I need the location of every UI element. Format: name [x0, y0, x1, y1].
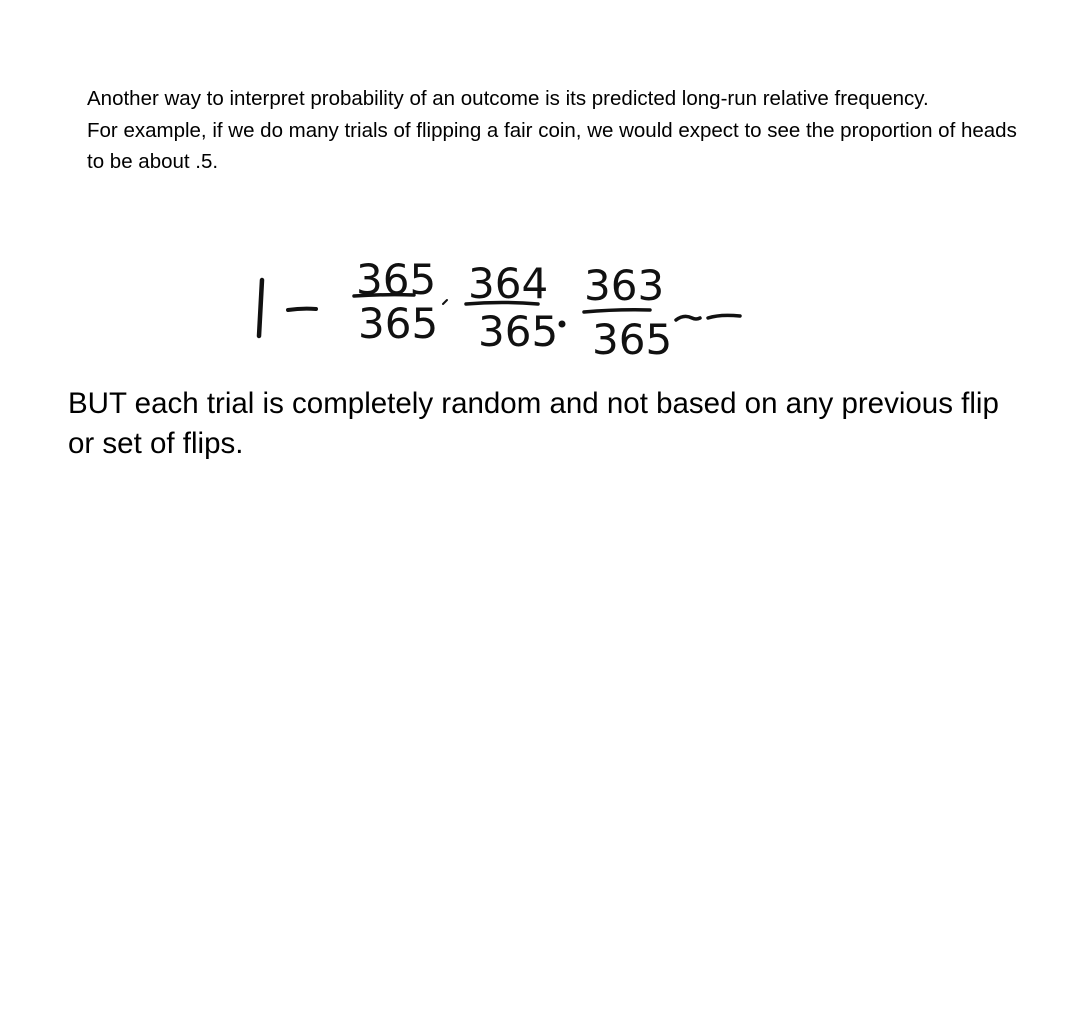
intro-line-1: Another way to interpret probability of an outcome is its predicted long-run relative frequency.	[87, 87, 929, 110]
handwritten-minus-stroke	[288, 309, 316, 310]
intro-line-2: For example, if we do many trials of flipping a fair coin, we would expect to see the proportion of heads to be about .5.	[87, 118, 1017, 173]
fraction-3-denominator: 365	[592, 315, 673, 364]
handwritten-tick	[443, 300, 447, 304]
handwritten-fraction-2	[466, 259, 558, 356]
handwritten-one-stroke	[259, 280, 262, 336]
fraction-2-denominator: 365	[478, 307, 559, 356]
handwritten-fraction-3	[584, 261, 672, 364]
fraction-1-numerator: 365	[356, 255, 437, 304]
handwritten-trailing-dash-1	[676, 316, 700, 320]
intro-text	[87, 83, 1022, 178]
handwritten-dot	[559, 321, 566, 328]
fraction-3-bar	[584, 310, 650, 312]
fraction-3-numerator: 363	[584, 261, 665, 310]
fraction-2-bar	[466, 303, 538, 305]
conclusion-text: BUT each trial is completely random and not based on any previous flip or set of flips.	[68, 387, 999, 460]
fraction-2-numerator: 364	[468, 259, 549, 308]
handwritten-trailing-dash-2	[708, 315, 740, 318]
fraction-1-bar	[354, 295, 414, 296]
fraction-1-denominator: 365	[358, 299, 439, 348]
handwritten-fraction-1	[354, 255, 438, 348]
handwritten-expression	[240, 248, 760, 366]
